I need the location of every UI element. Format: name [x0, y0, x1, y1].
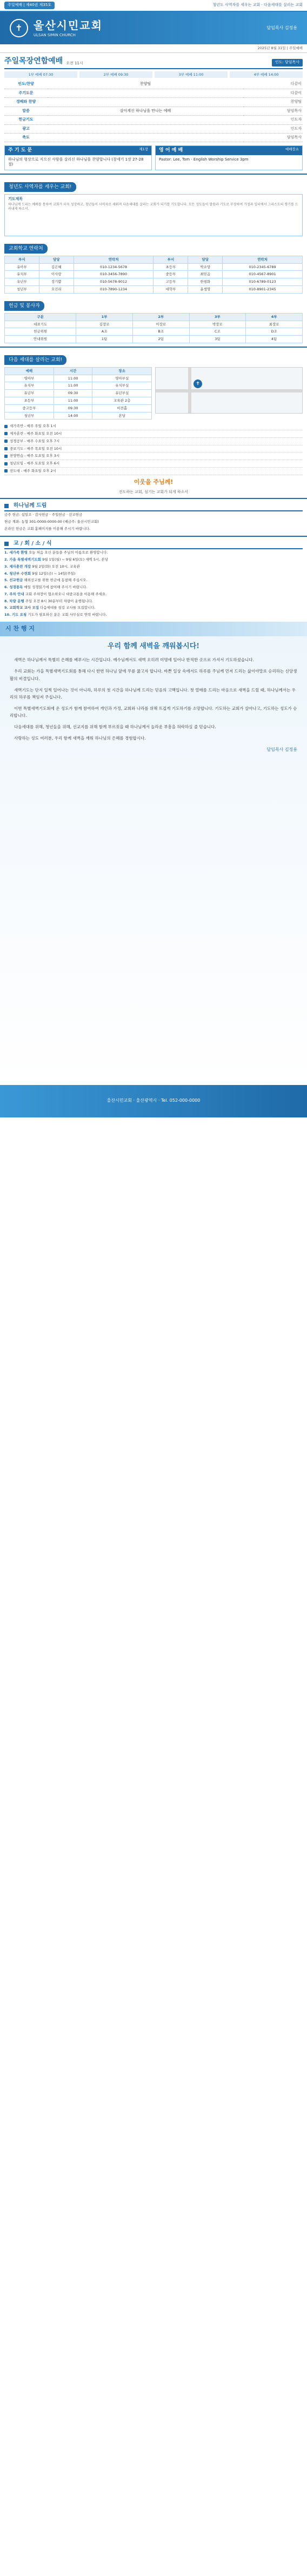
- cell: 이장로: [132, 321, 189, 328]
- news-item: [4, 604, 303, 611]
- column-sign: 담임목사 김정용: [266, 747, 297, 753]
- issue-label: 주일예배 | 제40권 제35호: [4, 2, 55, 9]
- worship-title: 주일목장연합예배: [4, 56, 63, 65]
- service-time: 4부 예배 14:00: [230, 71, 303, 78]
- column-paragraph: 이번 특별새벽기도회에 온 성도가 함께 참여하여 개인과 가정, 교회와 나라를 위해 뜨겁게 기도하기를 소망합니다. 기도하는 교회가 살아나고, 기도하는 성도가 승리합니다.: [10, 705, 297, 718]
- column-title: 우리 함께 새벽을 깨워봅시다!: [108, 642, 199, 650]
- news-key: 7. 주차 안내: [4, 591, 24, 596]
- box-title: [156, 146, 302, 155]
- bullet-icon: [4, 447, 8, 450]
- box-title: [5, 146, 151, 155]
- table-row: [5, 271, 303, 278]
- cell: 010-4567-8901: [223, 271, 303, 278]
- list-item: [4, 430, 303, 438]
- offering-section: [4, 297, 303, 343]
- table-row: [5, 328, 303, 336]
- cell: D조: [246, 328, 303, 336]
- table-row: [5, 285, 303, 293]
- cross-icon: ✝: [10, 19, 28, 37]
- list-item: [4, 468, 303, 475]
- column-header: 3부: [189, 313, 246, 321]
- table-row: [4, 98, 303, 106]
- order-leader: 찬양팀: [243, 98, 303, 106]
- cell: 김은혜: [39, 263, 74, 271]
- column-paragraph: 사랑하는 성도 여러분, 우리 함께 새벽을 깨워 하나님의 은혜를 경험합시다.: [14, 736, 146, 741]
- cell: 11:00: [54, 375, 92, 382]
- list-item: [4, 460, 303, 468]
- cell: 윤생명: [188, 285, 223, 293]
- english-worship-box: [155, 145, 303, 170]
- column-header: 연락처: [74, 256, 154, 263]
- cell: 비전홀: [92, 404, 152, 412]
- giving-line: 금주 헌금: 십일조 · 감사헌금 · 주일헌금 · 선교헌금: [4, 512, 83, 517]
- cell: 010-6789-0123: [223, 278, 303, 286]
- box-title-text: 주 기 도 문: [8, 148, 32, 154]
- news-value: 교회 주차장이 협소하오니 대중교통을 이용해 주세요.: [25, 591, 107, 596]
- giving-head: [4, 502, 303, 512]
- worship-title-bar: [4, 56, 303, 69]
- cell: 유아부: [5, 263, 39, 271]
- ministry-text: 전도대 - 매주 화요일 오후 2시: [10, 468, 56, 473]
- cell: 최장로: [246, 321, 303, 328]
- column-header: 장소: [92, 367, 152, 375]
- cell: 유년부: [5, 278, 39, 286]
- column-header: 1부: [76, 313, 133, 321]
- ministry-list: [4, 423, 303, 475]
- cell: 유치부: [5, 271, 39, 278]
- cell: 김장로: [76, 321, 133, 328]
- church-pin-icon: ✝: [193, 380, 202, 388]
- cell: 010-2345-6789: [223, 263, 303, 271]
- column-paragraph: 새벽은 하나님께서 특별히 은혜를 베푸시는 시간입니다. 예수님께서도 새벽 오히려 미명에 일어나 한적한 곳으로 가셔서 기도하셨습니다.: [14, 657, 254, 663]
- worship-section: [0, 53, 307, 174]
- ministry-text: 제자훈련 - 매주 화요일 오전 10시: [10, 431, 62, 436]
- order-leader: 담임목사: [243, 106, 303, 115]
- news-key: 10. 기도 요청: [4, 613, 27, 617]
- cell: 영아부: [5, 375, 54, 382]
- cell: 유년부: [5, 390, 54, 397]
- cell: 010-8901-2345: [223, 285, 303, 293]
- cell: 청년부: [5, 412, 54, 420]
- order-label: 주기도문: [4, 89, 48, 97]
- column-header: 2부: [132, 313, 189, 321]
- news-value: 9월 12일(금) ~ 14일(주일): [32, 571, 76, 576]
- box-sub: 예배장소: [285, 147, 299, 152]
- order-content: [48, 134, 243, 142]
- cell: C조: [189, 328, 246, 336]
- table-row: [5, 390, 152, 397]
- cell: 이사랑: [39, 271, 74, 278]
- column-paragraph: 새벽기도는 단지 일찍 일어나는 것이 아니라, 하루의 첫 시간을 하나님께 드리는 믿음의 고백입니다. 첫 열매를 드리는 마음으로 새벽을 드릴 때, 하나님께서는 우리의 하루를 책임져 주십니다.: [10, 687, 296, 700]
- section-title: 교회학교 연락처: [4, 244, 48, 254]
- staff-section: [4, 239, 303, 294]
- table-row: [4, 116, 303, 124]
- cell: 고등부: [154, 278, 188, 286]
- order-leader: 담임목사: [243, 134, 303, 142]
- cell: 한평화: [188, 278, 223, 286]
- bullet-icon: [4, 455, 8, 458]
- section-title: 헌금 및 봉사자: [4, 301, 44, 311]
- table-row: [5, 263, 303, 271]
- table-row: [5, 382, 152, 390]
- news-key: 9. 교회학교 교사 모집: [4, 605, 39, 610]
- cell: 1팀: [76, 336, 133, 343]
- column-paragraph: 다음세대를 위해, 청년들을 위해, 선교지를 위해 함께 부르짖을 때 하나님께서 놀라운 부흥을 허락하실 줄 믿습니다.: [14, 724, 216, 730]
- ministry-text: 청년모임 - 매주 토요일 오후 6시: [10, 461, 60, 466]
- column-header: 구분: [5, 313, 76, 321]
- church-sub: ULSAN SIMIN CHURCH: [34, 32, 76, 37]
- cell: 교육관 2층: [92, 397, 152, 405]
- news-key: 2. 가을 특별새벽기도회: [4, 557, 42, 562]
- service-time: 3부 예배 11:00: [155, 71, 228, 78]
- column-header: 담당: [39, 256, 74, 263]
- column-header: 연락처: [223, 256, 303, 263]
- table-row: [4, 134, 303, 142]
- order-label: 말씀: [4, 106, 48, 115]
- table-row: [5, 412, 152, 420]
- news-value: 매일 성경읽기에 참여해 주시기 바랍니다.: [24, 585, 88, 590]
- box-title-text: 영 어 예 배: [159, 148, 183, 154]
- table-row: [5, 397, 152, 405]
- section-title: 다음 세대를 살리는 교회!: [4, 355, 66, 365]
- cell: A조: [76, 328, 133, 336]
- service-time: 1부 예배 07:30: [4, 71, 77, 78]
- column-header: 예배: [5, 367, 54, 375]
- cell: 오진리: [39, 285, 74, 293]
- service-time: 2부 예배 09:30: [79, 71, 152, 78]
- order-leader: 인도자: [243, 116, 303, 124]
- order-content: [48, 124, 243, 133]
- column-header: 담당: [188, 256, 223, 263]
- info-boxes: [4, 145, 303, 170]
- news-item: [4, 556, 303, 563]
- cell: 청년부: [5, 285, 39, 293]
- order-label: 헌금기도: [4, 116, 48, 124]
- service-times: [4, 71, 303, 78]
- news-item: [4, 591, 303, 598]
- order-label: 경배와 찬양: [4, 98, 48, 106]
- news-value: 해외선교를 위한 헌금에 동참해 주십시오.: [24, 578, 88, 583]
- list-item: [4, 438, 303, 445]
- order-content: [48, 116, 243, 124]
- cell: 중등부: [154, 271, 188, 278]
- cell: 2팀: [132, 336, 189, 343]
- list-item: [4, 423, 303, 430]
- giving-line: 헌금 계좌: 농협 301-0000-0000-00 (예금주: 울산시민교회): [4, 520, 99, 524]
- giving-line: 온라인 헌금은 교회 홈페이지를 이용해 주시기 바랍니다.: [4, 526, 90, 531]
- cell: 유년부실: [92, 390, 152, 397]
- cell: 초등부: [5, 397, 54, 405]
- table-row: [4, 89, 303, 97]
- prayer-box: [4, 194, 303, 236]
- order-content: 찬양팀: [48, 80, 243, 89]
- table-header: [5, 313, 303, 321]
- news-item: [4, 563, 303, 570]
- news-item: [4, 549, 303, 556]
- prayer-section: [0, 175, 307, 347]
- column-paragraph: 우리 교회는 가을 특별새벽기도회를 통해 다시 한번 하나님 앞에 무릎 꿇고자 합니다. 바쁜 일상 속에서도 하루를 주님께 먼저 드리는 삶이야말로 승리하는 신앙생활의 비결입니다.: [10, 669, 297, 681]
- prayer-subtitle: 기도제목: [8, 196, 23, 201]
- cell: 09:30: [54, 404, 92, 412]
- date-info: 2025년 8월 31일 | 주일예배: [0, 44, 307, 53]
- section-icon: [4, 504, 9, 508]
- table-row: [5, 321, 303, 328]
- prayer-text-box: [4, 145, 152, 170]
- table-header: [5, 256, 303, 263]
- order-of-service: [4, 80, 303, 142]
- pastor-name: 담임목사 김정용: [266, 25, 297, 30]
- table-row: [4, 106, 303, 115]
- cell: 14:00: [54, 412, 92, 420]
- cell: 010-7890-1234: [74, 285, 154, 293]
- cell: 박소망: [188, 263, 223, 271]
- cell: 헌금위원: [5, 328, 76, 336]
- ministry-text: 중보기도 - 매주 목요일 오전 10시: [10, 446, 62, 451]
- news-value: 9월 1일(월) ~ 9월 6일(토) 새벽 5시, 본당: [42, 557, 108, 562]
- giving-section: [0, 499, 307, 536]
- ministry-text: 찬양연습 - 매주 토요일 오후 3시: [10, 454, 60, 458]
- table-row: [4, 124, 303, 133]
- table-row: [4, 80, 303, 89]
- cell: 대표기도: [5, 321, 76, 328]
- bullet-icon: [4, 462, 8, 465]
- church-name: 울산시민교회: [34, 18, 103, 32]
- cell: 초등부: [154, 263, 188, 271]
- worship-time: 오전 11시: [66, 61, 83, 66]
- news-value: 기도가 필요하신 분은 교회 사무실로 연락 바랍니다.: [28, 613, 107, 617]
- worship-badge: 인도: 담임목사: [272, 59, 303, 66]
- table-row: [5, 336, 303, 343]
- news-item: [4, 611, 303, 618]
- cell: 010-5678-9012: [74, 278, 154, 286]
- table-row: [5, 375, 152, 382]
- location-map: [155, 367, 303, 414]
- news-item: [4, 584, 303, 591]
- news-key: 4. 청년부 수련회: [4, 571, 31, 576]
- cell: 영아부실: [92, 375, 152, 382]
- news-head: [4, 540, 303, 550]
- news-key: 6. 성경통독: [4, 585, 23, 590]
- list-item: [4, 452, 303, 460]
- column-header: 시간: [54, 367, 92, 375]
- bulletin-page: [0, 0, 307, 1117]
- staff-table: [4, 256, 303, 294]
- news-value: 오늘 처음 오신 분들을 주님의 이름으로 환영합니다.: [29, 550, 108, 555]
- news-value: 9월 2일(화) 오전 10시, 교육관: [32, 564, 80, 569]
- table-row: [5, 278, 303, 286]
- cell: 정기쁨: [39, 278, 74, 286]
- pastor-column: [0, 636, 307, 1085]
- news-item: [4, 598, 303, 605]
- slogan: 청년도 사역자를 세우는 교회 · 다음세대를 살리는 교회: [212, 3, 303, 8]
- order-content: [48, 98, 243, 106]
- cell: 3팀: [189, 336, 246, 343]
- next-gen-table: [4, 367, 152, 420]
- news-value: 다음세대를 섬길 교사를 모집합니다.: [40, 605, 96, 610]
- bullet-icon: [4, 440, 8, 443]
- box-sub: 제1장: [139, 147, 148, 152]
- evangelism-title: 이웃을 주님께!: [134, 478, 173, 485]
- bullet-icon: [4, 425, 8, 428]
- column-header: 부서: [154, 256, 188, 263]
- cell: 최믿음: [188, 271, 223, 278]
- order-content: [48, 89, 243, 97]
- cell: 유치부: [5, 382, 54, 390]
- cell: 010-3456-7890: [74, 271, 154, 278]
- box-text: 하나님의 형상으로 지으신 사람을 살리신 하나님을 찬양합니다 (창세기 1장 27-28절): [8, 157, 144, 167]
- cell: 11:00: [54, 382, 92, 390]
- cell: 09:30: [54, 390, 92, 397]
- news-key: 3. 제자훈련 개강: [4, 564, 31, 569]
- cell: 중고등부: [5, 404, 54, 412]
- next-gen-section: [0, 348, 307, 498]
- prayer-text: 하나님께 드리는 예배를 통하여 교회가 더욱 성장하고, 청년들이 사역자로 세워져 다음세대를 살리는 교회가 되기를 기도합니다. 모든 성도들이 말씀과 기도로 무장하여 가정과 일터에서 그리스도의 향기를 드러내게 하소서.: [8, 203, 298, 211]
- news-item: [4, 570, 303, 577]
- cell: 박장로: [189, 321, 246, 328]
- ministry-text: 새가족반 - 매주 주일 오후 1시: [10, 424, 56, 429]
- news-section: [0, 537, 307, 622]
- footer: 울산시민교회 · 울산광역시 · Tel. 052-000-0000: [0, 1085, 307, 1117]
- cell: 본당: [92, 412, 152, 420]
- news-title: 교 / 회 / 소 / 식: [14, 540, 52, 547]
- ministry-text: 성경공부 - 매주 수요일 오후 7시: [10, 438, 60, 443]
- offering-table: [4, 313, 303, 343]
- cell: 010-1234-5678: [74, 263, 154, 271]
- column-header: 4부: [246, 313, 303, 321]
- section-title: 청년도 사역자를 세우는 교회!: [4, 182, 76, 192]
- cell: 유치부실: [92, 382, 152, 390]
- section-icon: [4, 542, 9, 546]
- order-label: 인도/찬양: [4, 80, 48, 89]
- cell: 4팀: [246, 336, 303, 343]
- news-key: 1. 새가족 환영: [4, 550, 28, 555]
- order-leader: 인도자: [243, 124, 303, 133]
- cell: 안내위원: [5, 336, 76, 343]
- bullet-icon: [4, 432, 8, 435]
- giving-title: 하나님께 드림: [14, 502, 47, 509]
- evangelism-sub: 전도하는 교회, 섬기는 교회가 되게 하소서: [118, 489, 189, 494]
- order-label: 축도: [4, 134, 48, 142]
- cell: 11:00: [54, 397, 92, 405]
- news-key: 5. 선교헌금: [4, 578, 23, 583]
- table-row: [5, 404, 152, 412]
- order-leader: 다같이: [243, 80, 303, 89]
- column-header: 부서: [5, 256, 39, 263]
- order-leader: 다같이: [243, 89, 303, 97]
- top-bar: [0, 0, 307, 12]
- list-item: [4, 445, 303, 453]
- bullet-icon: [4, 469, 8, 472]
- box-text: Pastor: Lee, Tom · English Worship Service 3pm: [159, 157, 249, 162]
- cell: 대학부: [154, 285, 188, 293]
- column-label: 시 찬 행 지: [0, 622, 307, 636]
- order-content: 살아계신 하나님을 만나는 예배: [48, 106, 243, 115]
- church-header: [0, 12, 307, 44]
- news-key: 8. 차량 운행: [4, 598, 24, 603]
- news-value: 주일 오전 8시 30분부터 차량이 운행됩니다.: [25, 598, 93, 603]
- news-item: [4, 577, 303, 584]
- order-label: 광고: [4, 124, 48, 133]
- cell: B조: [132, 328, 189, 336]
- next-gen-columns: [4, 367, 303, 420]
- table-header: [5, 367, 152, 375]
